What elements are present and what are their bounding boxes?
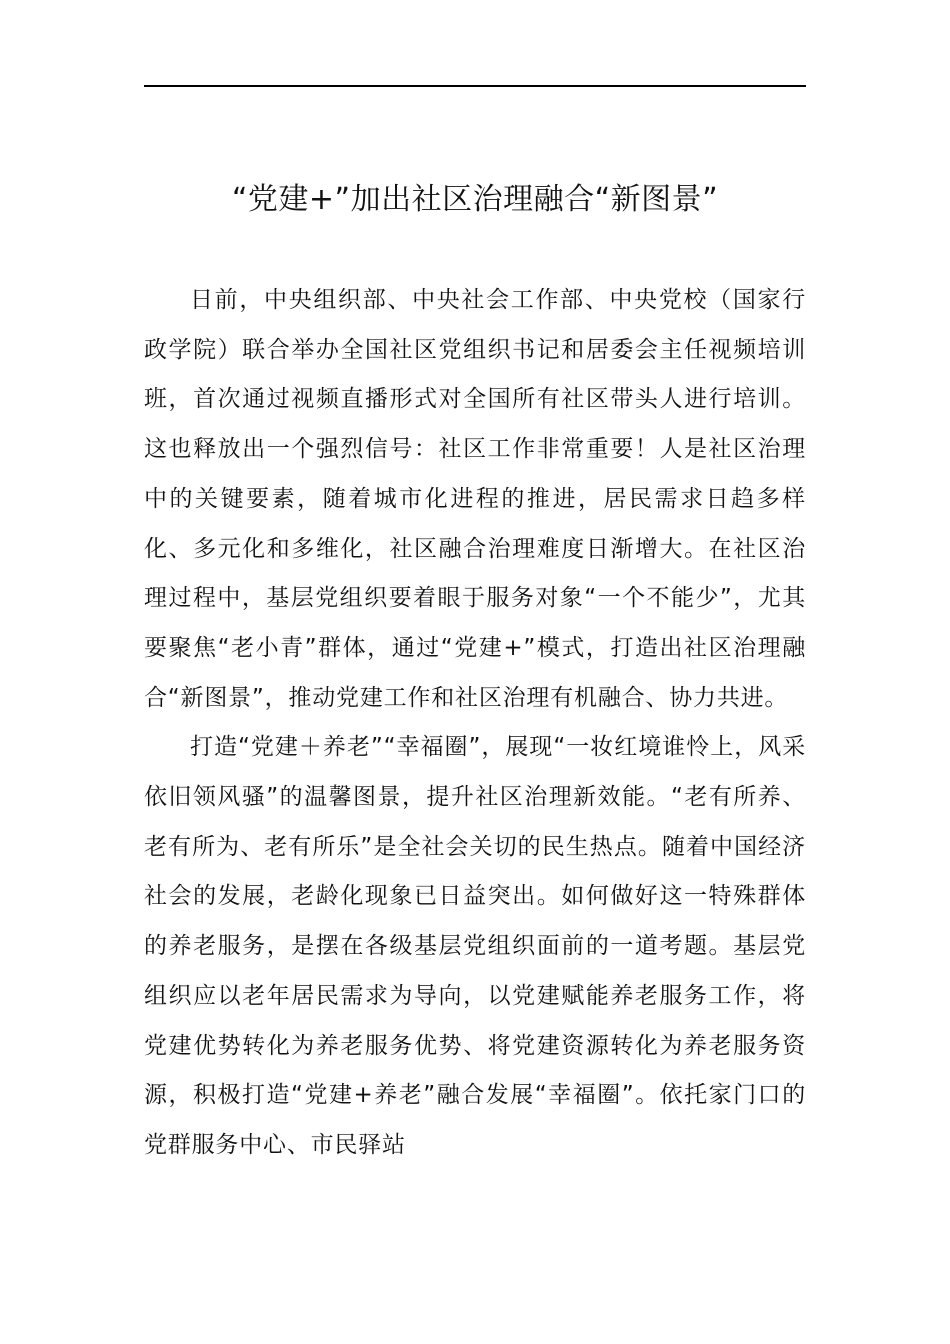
document-title: “党建+”加出社区治理融合“新图景” (231, 182, 719, 217)
paragraph-2: 打造“党建＋养老”“幸福圈”，展现“一妆红境谁怜上，风采依旧领风骚”的温馨图景，提升社区治理新效能。“老有所养、老有所为、老有所乐”是全社会关切的民生热点。随着中国经济社会的发展，老龄化现象已日益突出。如何做好这一特殊群体的养老服务，是摆在各级基层党组织面前的一道考题。基层党组织应以老年居民需求为导向，以党建赋能养老服务工作，将党建优势转化为养老服务优势、将党建资源转化为养老服务资源，积极打造“党建+养老”融合发展“幸福圈”。依托家门口的党群服务中心、市民驿站 (144, 734, 806, 1158)
header-divider (144, 85, 806, 87)
document-body (144, 276, 806, 1171)
paragraph-1: 日前，中央组织部、中央社会工作部、中央党校（国家行政学院）联合举办全国社区党组织书记和居委会主任视频培训班，首次通过视频直播形式对全国所有社区带头人进行培训。这也释放出一个强烈信号：社区工作非常重要！人是社区治理中的关键要素，随着城市化进程的推进，居民需求日趋多样化、多元化和多维化，社区融合治理难度日渐增大。在社区治理过程中，基层党组织要着眼于服务对象“一个不能少”，尤其要聚焦“老小青”群体，通过“党建+”模式，打造出社区治理融合“新图景”，推动党建工作和社区治理有机融合、协力共进。 (144, 287, 806, 711)
